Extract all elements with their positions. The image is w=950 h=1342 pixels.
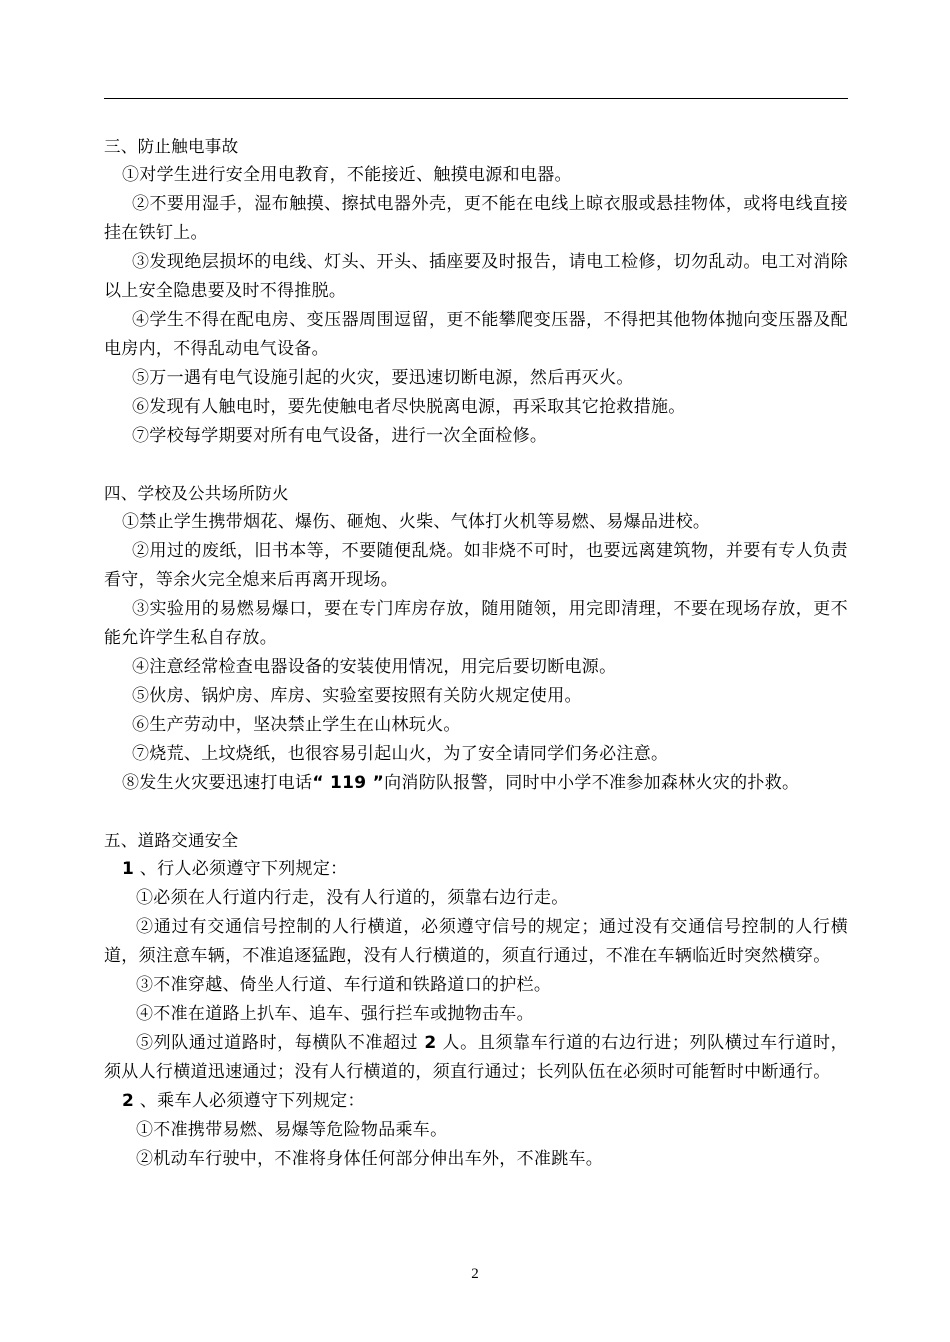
item-text: 人。且须靠车行道的右边行进；列队横过车行道时，须从人行横道迅速通过；没有人行横道的，须直行通过；长列队伍在必须时可能暂时中断通行。 — [104, 1033, 848, 1082]
item-text: ⑧发生火灾要迅速打电话 — [122, 773, 313, 793]
list-item: ①必须在人行道内行走，没有人行道的，须靠右边行走。 — [136, 888, 569, 908]
list-item: ①不准携带易燃、易爆等危险物品乘车。 — [136, 1120, 448, 1140]
list-item: ③发现绝层损坏的电线、灯头、开头、插座要及时报告，请电工检修，切勿乱动。电工对消除以上安全隐患要及时不得推脱。 — [104, 252, 848, 301]
sub-heading-text: 、乘车人必须遵守下列规定： — [134, 1091, 365, 1111]
list-item: ②不要用湿手，湿布触摸、擦拭电器外壳，更不能在电线上晾衣服或悬挂物体，或将电线直接挂在铁钉上。 — [104, 194, 848, 243]
list-item — [104, 769, 848, 798]
list-item: ④注意经常检查电器设备的安装使用情况，用完后要切断电源。 — [132, 657, 617, 677]
section-electric-safety — [104, 132, 848, 451]
list-item: ③不准穿越、倚坐人行道、车行道和铁路道口的护栏。 — [136, 975, 552, 995]
sub-heading-number: 2 — [122, 1091, 135, 1111]
section-heading: 五、道路交通安全 — [104, 831, 239, 850]
document-body — [104, 132, 848, 1174]
list-item: ④不准在道路上扒车、追车、强行拦车或抛物击车。 — [136, 1004, 534, 1024]
header-rule — [104, 98, 848, 99]
list-item: ⑤伙房、锅炉房、库房、实验室要按照有关防火规定使用。 — [132, 686, 582, 706]
item-text: 向消防队报警，同时中小学不准参加森林火灾的扑救。 — [384, 773, 800, 793]
item-text: ⑤列队通过道路时，每横队不准超过 — [136, 1033, 425, 1053]
list-item: ②机动车行驶中，不准将身体任何部分伸出车外，不准跳车。 — [136, 1149, 604, 1169]
section-heading: 四、学校及公共场所防火 — [104, 484, 289, 503]
list-item: ⑥生产劳动中，坚决禁止学生在山林玩火。 — [132, 715, 461, 735]
page-number: 2 — [471, 1266, 479, 1282]
section-traffic-safety — [104, 826, 848, 1174]
section-heading: 三、防止触电事故 — [104, 137, 239, 156]
list-item: ①对学生进行安全用电教育，不能接近、触摸电源和电器。 — [122, 165, 572, 185]
list-item — [104, 1029, 848, 1087]
list-item: ⑤万一遇有电气设施引起的火灾，要迅速切断电源，然后再灭火。 — [132, 368, 634, 388]
sub-heading-text: 、行人必须遵守下列规定： — [134, 859, 348, 879]
list-item: ①禁止学生携带烟花、爆伤、砸炮、火柴、气体打火机等易燃、易爆品进校。 — [122, 512, 711, 532]
list-item: ③实验用的易燃易爆口，要在专门库房存放，随用随领，用完即清理，不要在现场存放，更不能允许学生私自存放。 — [104, 599, 848, 648]
list-item: ②通过有交通信号控制的人行横道，必须遵守信号的规定；通过没有交通信号控制的人行横道，须注意车辆，不准追逐猛跑，没有人行横道的，须直行通过，不准在车辆临近时突然横穿。 — [104, 917, 848, 966]
list-item: ④学生不得在配电房、变压器周围逗留，更不能攀爬变压器，不得把其他物体抛向变压器及配电房内，不得乱动电气设备。 — [104, 310, 848, 359]
section-fire-prevention — [104, 479, 848, 798]
list-item: ⑦学校每学期要对所有电气设备，进行一次全面检修。 — [132, 426, 548, 446]
item-number: 2 — [424, 1033, 437, 1053]
sub-heading — [104, 1087, 848, 1116]
sub-heading-number: 1 — [122, 859, 135, 879]
list-item: ②用过的废纸，旧书本等，不要随便乱烧。如非烧不可时，也要远离建筑物，并要有专人负责看守，等余火完全熄来后再离开现场。 — [104, 541, 848, 590]
phone-number: “ 119 ” — [312, 773, 385, 793]
list-item: ⑦烧荒、上坟烧纸，也很容易引起山火，为了安全请同学们务必注意。 — [132, 744, 669, 764]
list-item: ⑥发现有人触电时，要先使触电者尽快脱离电源，再采取其它抢救措施。 — [132, 397, 686, 417]
sub-heading — [104, 855, 848, 884]
